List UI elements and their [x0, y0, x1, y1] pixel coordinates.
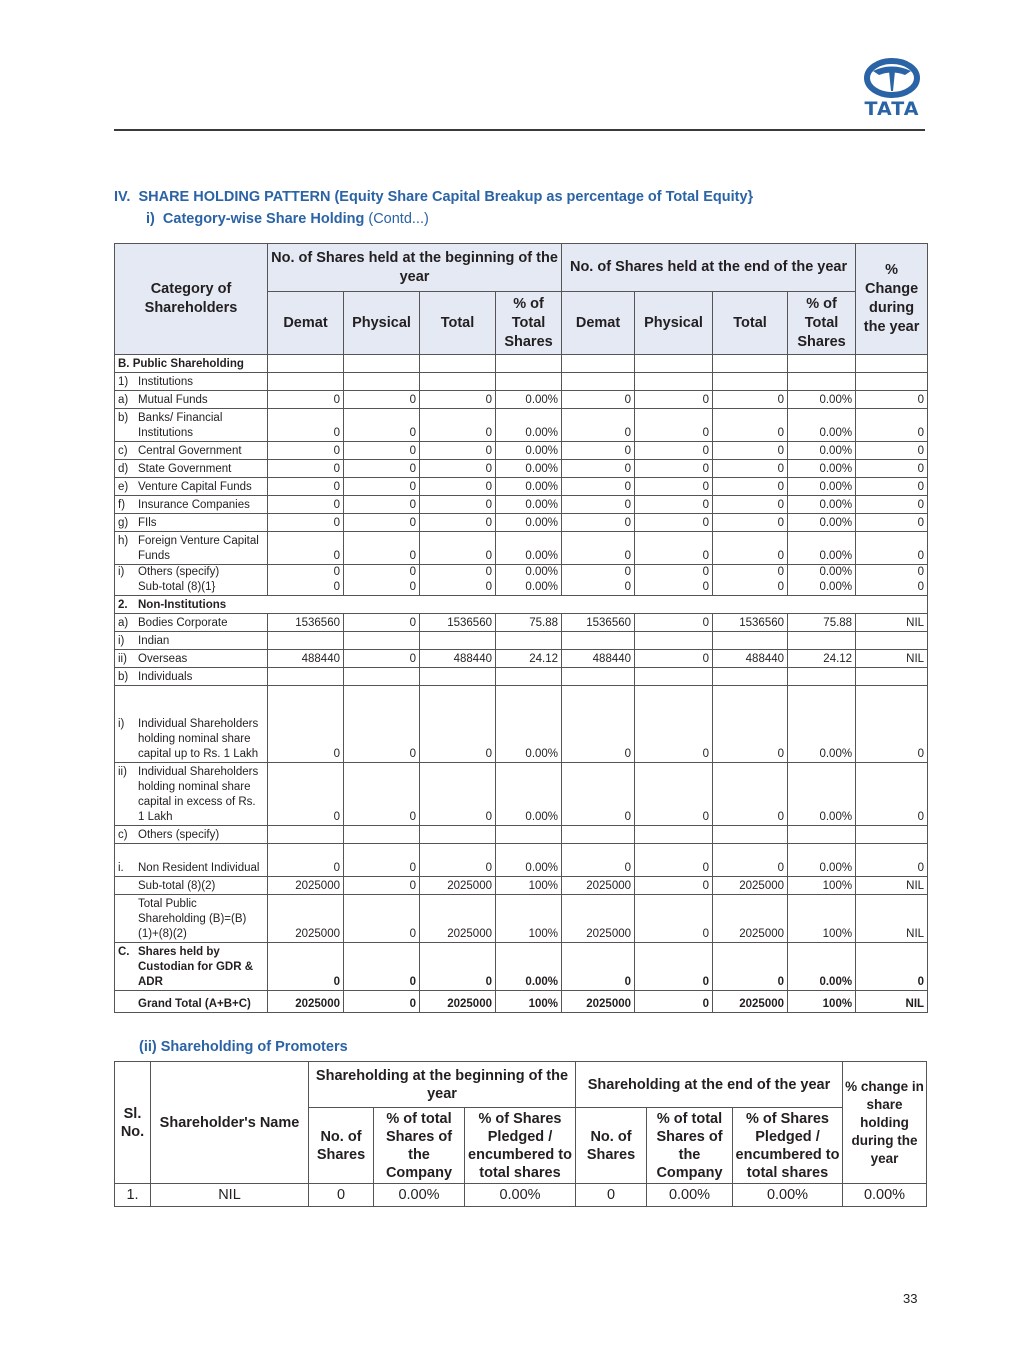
cell: NIL	[856, 650, 928, 668]
cell: 0	[344, 409, 420, 442]
cell	[420, 373, 496, 391]
cell: 0	[635, 514, 713, 532]
header-end-group: Shareholding at the end of the year	[576, 1062, 843, 1108]
cell: 0	[268, 478, 344, 496]
sub-heading-contd: (Contd...)	[364, 211, 429, 227]
cell: 24.12	[788, 650, 856, 668]
cell: 0.00%	[496, 496, 562, 514]
cell: 0	[268, 844, 344, 877]
cell: 0	[562, 391, 635, 409]
cell: 0	[856, 943, 928, 991]
cell: 0	[713, 943, 788, 991]
cell	[856, 373, 928, 391]
table-row	[115, 826, 928, 844]
cell: 0 0	[562, 565, 635, 596]
header-no-of-shares: No. of Shares	[309, 1108, 374, 1184]
cell: 100%	[788, 991, 856, 1013]
cell: 0	[635, 496, 713, 514]
cell: 0	[562, 460, 635, 478]
cell: 0	[635, 763, 713, 826]
cell	[788, 668, 856, 686]
cell	[856, 668, 928, 686]
cell	[496, 826, 562, 844]
cell: 0	[268, 391, 344, 409]
header-begin-group: No. of Shares held at the beginning of the year	[268, 244, 562, 292]
cell: 0	[344, 614, 420, 632]
cell: 0	[635, 614, 713, 632]
cell: 0	[635, 650, 713, 668]
cell: 0 0	[713, 565, 788, 596]
header-change: % change in share holding during the year	[843, 1062, 927, 1184]
cell: 0	[268, 409, 344, 442]
cell: 1536560	[268, 614, 344, 632]
header-pct-total-company: % of total Shares of the Company	[647, 1108, 733, 1184]
table-row	[115, 632, 928, 650]
cell	[856, 826, 928, 844]
cell: 0	[420, 478, 496, 496]
cell: 0 0	[420, 565, 496, 596]
cell: 0	[420, 844, 496, 877]
cell: 0 0	[856, 565, 928, 596]
cell: 0	[635, 409, 713, 442]
table-row-others	[115, 565, 928, 596]
cell: 0	[713, 391, 788, 409]
cell: 0	[635, 877, 713, 895]
cell: 0.00%	[496, 686, 562, 763]
cell	[635, 826, 713, 844]
table-row	[115, 895, 928, 943]
row-label: d) State Government	[115, 460, 268, 478]
cell: 0	[344, 943, 420, 991]
cell: 0	[635, 460, 713, 478]
cell: 0	[562, 514, 635, 532]
cell: 0	[635, 943, 713, 991]
cell-sl-no: 1.	[115, 1184, 151, 1207]
cell: 0.00% 0.00%	[788, 565, 856, 596]
cell	[713, 373, 788, 391]
header-pct-pledged: % of Shares Pledged / encumbered to total shares	[465, 1108, 576, 1184]
cell: 2025000	[562, 877, 635, 895]
cell: 0	[344, 478, 420, 496]
cell: 0	[635, 391, 713, 409]
cell	[713, 668, 788, 686]
cell: 0	[635, 532, 713, 565]
cell: 0	[344, 460, 420, 478]
header-pct-total: % of Total Shares	[496, 292, 562, 355]
header-begin-group: Shareholding at the beginning of the year	[309, 1062, 576, 1108]
cell: 0	[713, 409, 788, 442]
cell-name: NIL	[151, 1184, 309, 1207]
header-no-of-shares: No. of Shares	[576, 1108, 647, 1184]
cell: 2025000	[713, 877, 788, 895]
cell	[562, 632, 635, 650]
cell: NIL	[856, 877, 928, 895]
cell: 0	[562, 442, 635, 460]
cell: 0	[268, 943, 344, 991]
promoters-shareholding-table	[114, 1061, 927, 1207]
cell: 0	[268, 532, 344, 565]
cell: 1536560	[562, 614, 635, 632]
cell: 0.00%	[496, 409, 562, 442]
cell: 0.00%	[843, 1184, 927, 1207]
cell: 0.00%	[496, 442, 562, 460]
row-label: 1) Institutions	[115, 373, 268, 391]
cell: 2025000	[268, 877, 344, 895]
row-label: b) Banks/ Financial Institutions	[115, 409, 268, 442]
cell: 0	[856, 496, 928, 514]
cell: 0	[562, 763, 635, 826]
cell: 0	[562, 943, 635, 991]
cell: 0.00%	[788, 391, 856, 409]
cell: 2025000	[268, 991, 344, 1013]
cell: 0	[344, 763, 420, 826]
cell: NIL	[856, 614, 928, 632]
cell: 0 0	[344, 565, 420, 596]
section-heading: IV. SHARE HOLDING PATTERN (Equity Share Capital Breakup as percentage of Total Equity}	[114, 189, 754, 205]
cell: 0.00%	[788, 478, 856, 496]
cell: 0	[420, 391, 496, 409]
cell: 0	[856, 409, 928, 442]
cell: 0	[420, 460, 496, 478]
header-total: Total	[420, 292, 496, 355]
table-row	[115, 442, 928, 460]
table-row	[115, 532, 928, 565]
cell: 75.88	[788, 614, 856, 632]
table-row	[115, 460, 928, 478]
cell	[420, 668, 496, 686]
cell: 0	[344, 991, 420, 1013]
cell: 0	[635, 442, 713, 460]
category-shareholding-table	[114, 243, 928, 1013]
cell: 0	[856, 532, 928, 565]
table-row	[115, 650, 928, 668]
cell: 0.00% 0.00%	[496, 565, 562, 596]
cell: 0	[562, 409, 635, 442]
cell	[788, 373, 856, 391]
cell: 0.00%	[788, 409, 856, 442]
table-row	[115, 496, 928, 514]
cell: 0.00%	[647, 1184, 733, 1207]
header-physical: Physical	[344, 292, 420, 355]
cell: 0	[268, 514, 344, 532]
cell	[268, 826, 344, 844]
cell: 0	[420, 686, 496, 763]
row-label: c) Others (specify)	[115, 826, 268, 844]
row-label: ii) Overseas	[115, 650, 268, 668]
cell: 488440	[562, 650, 635, 668]
row-label: Sub-total (8)(2)	[115, 877, 268, 895]
cell	[562, 373, 635, 391]
cell: 0	[576, 1184, 647, 1207]
cell: 0	[635, 991, 713, 1013]
cell: 0	[856, 460, 928, 478]
cell: 0.00%	[788, 442, 856, 460]
header-rule	[114, 129, 925, 131]
cell: 0.00%	[496, 478, 562, 496]
cell: 0.00%	[496, 514, 562, 532]
cell: 2025000	[713, 991, 788, 1013]
table-row	[115, 478, 928, 496]
cell	[268, 373, 344, 391]
cell: 488440	[713, 650, 788, 668]
cell: 0	[344, 844, 420, 877]
table-row	[115, 514, 928, 532]
cell	[788, 826, 856, 844]
cell: 24.12	[496, 650, 562, 668]
cell: 0.00%	[465, 1184, 576, 1207]
cell: 0	[713, 763, 788, 826]
cell: 0.00%	[788, 763, 856, 826]
cell: 0	[344, 532, 420, 565]
cell	[562, 668, 635, 686]
cell: 0	[268, 460, 344, 478]
cell: 0	[344, 686, 420, 763]
row-label: a) Mutual Funds	[115, 391, 268, 409]
table-row	[115, 686, 928, 763]
cell: 2025000	[420, 991, 496, 1013]
cell: 0.00%	[733, 1184, 843, 1207]
cell: 0.00%	[496, 943, 562, 991]
cell: 0	[635, 844, 713, 877]
cell: 1536560	[420, 614, 496, 632]
table-row	[115, 877, 928, 895]
cell: 1536560	[713, 614, 788, 632]
cell: 0	[562, 496, 635, 514]
table-row	[115, 763, 928, 826]
cell: 0	[856, 844, 928, 877]
cell: 0	[635, 686, 713, 763]
cell: 100%	[788, 877, 856, 895]
cell: 0	[635, 895, 713, 943]
cell: 0	[856, 442, 928, 460]
cell: 0	[713, 686, 788, 763]
cell: 0.00%	[788, 460, 856, 478]
cell	[635, 373, 713, 391]
cell: 0	[344, 496, 420, 514]
row-label: Grand Total (A+B+C)	[115, 991, 268, 1013]
cell: 0	[268, 763, 344, 826]
table-row	[115, 614, 928, 632]
cell: 0.00%	[788, 943, 856, 991]
cell: 0	[713, 442, 788, 460]
cell: 0	[344, 391, 420, 409]
cell: 0.00%	[496, 532, 562, 565]
cell: 0	[635, 478, 713, 496]
section-public-shareholding: B. Public Shareholding	[115, 355, 268, 373]
cell: 0	[420, 763, 496, 826]
table-row	[115, 668, 928, 686]
header-pct-total-company: % of total Shares of the Company	[374, 1108, 465, 1184]
table-row	[115, 943, 928, 991]
row-label: h) Foreign Venture Capital Funds	[115, 532, 268, 565]
cell: 2025000	[420, 877, 496, 895]
cell: 0	[420, 442, 496, 460]
header-sl-no: Sl. No.	[115, 1062, 151, 1184]
cell: 0	[562, 478, 635, 496]
cell: 0 0	[635, 565, 713, 596]
cell	[344, 632, 420, 650]
cell	[420, 826, 496, 844]
cell: 100%	[496, 895, 562, 943]
header-physical: Physical	[635, 292, 713, 355]
table-row	[115, 844, 928, 877]
cell: 0	[713, 532, 788, 565]
cell: 488440	[420, 650, 496, 668]
row-label: g) FIls	[115, 514, 268, 532]
cell: 2025000	[268, 895, 344, 943]
row-label: i) Indian	[115, 632, 268, 650]
header-pct-pledged: % of Shares Pledged / encumbered to total shares	[733, 1108, 843, 1184]
cell: 0	[420, 409, 496, 442]
cell: 0	[420, 943, 496, 991]
cell: 0	[713, 478, 788, 496]
cell: 0.00%	[788, 532, 856, 565]
cell: 0	[562, 532, 635, 565]
cell	[635, 632, 713, 650]
row-label: ii) Individual Shareholders holding nominal share capital in excess of Rs. 1 Lakh	[115, 763, 268, 826]
cell: NIL	[856, 991, 928, 1013]
cell: 0	[420, 496, 496, 514]
cell: 0	[344, 442, 420, 460]
cell: 0.00%	[496, 460, 562, 478]
cell: 100%	[496, 991, 562, 1013]
cell: 0	[344, 514, 420, 532]
cell: 0	[268, 496, 344, 514]
table-row	[115, 1184, 927, 1207]
row-label: Total Public Shareholding (B)=(B)(1)+(8)(2)	[115, 895, 268, 943]
header-total: Total	[713, 292, 788, 355]
cell	[496, 668, 562, 686]
cell: 2025000	[562, 895, 635, 943]
cell: 2025000	[713, 895, 788, 943]
cell: 100%	[788, 895, 856, 943]
cell: 0.00%	[788, 844, 856, 877]
page-number: 33	[903, 1291, 918, 1306]
cell: 0	[562, 844, 635, 877]
cell	[344, 668, 420, 686]
cell: 0	[420, 514, 496, 532]
row-label: i) Individual Shareholders holding nominal share capital up to Rs. 1 Lakh	[115, 686, 268, 763]
cell	[635, 668, 713, 686]
section-non-institutions: 2. Non-Institutions	[115, 596, 928, 614]
cell: 0	[856, 391, 928, 409]
cell: 0 0	[268, 565, 344, 596]
cell	[856, 632, 928, 650]
sub-heading	[146, 211, 429, 227]
cell: NIL	[856, 895, 928, 943]
cell: 0	[713, 514, 788, 532]
cell: 0	[344, 895, 420, 943]
cell: 0.00%	[788, 514, 856, 532]
cell: 0.00%	[496, 844, 562, 877]
cell: 0.00%	[496, 763, 562, 826]
row-label: b) Individuals	[115, 668, 268, 686]
cell	[713, 826, 788, 844]
header-pct-total: % of Total Shares	[788, 292, 856, 355]
header-end-group: No. of Shares held at the end of the year	[562, 244, 856, 292]
cell: 0	[713, 460, 788, 478]
cell	[713, 632, 788, 650]
cell: 0	[420, 532, 496, 565]
promoters-heading: (ii) Shareholding of Promoters	[139, 1039, 348, 1055]
header-demat: Demat	[268, 292, 344, 355]
row-label: C. Shares held by Custodian for GDR & ADR	[115, 943, 268, 991]
row-label: a) Bodies Corporate	[115, 614, 268, 632]
table-row	[115, 373, 928, 391]
cell: 0	[344, 650, 420, 668]
cell: 2025000	[420, 895, 496, 943]
header-demat: Demat	[562, 292, 635, 355]
cell	[344, 826, 420, 844]
cell	[788, 632, 856, 650]
cell	[496, 632, 562, 650]
cell	[496, 373, 562, 391]
cell: 0.00%	[374, 1184, 465, 1207]
header-change: % Change during the year	[856, 244, 928, 355]
cell: 0	[713, 496, 788, 514]
row-label: e) Venture Capital Funds	[115, 478, 268, 496]
cell	[344, 373, 420, 391]
cell: 2025000	[562, 991, 635, 1013]
cell: 0	[344, 877, 420, 895]
header-shareholder-name: Shareholder's Name	[151, 1062, 309, 1184]
cell	[268, 632, 344, 650]
row-label: c) Central Government	[115, 442, 268, 460]
tata-logo-text: TATA	[864, 98, 920, 120]
sub-heading-bold: i) Category-wise Share Holding	[146, 211, 365, 227]
cell: 0.00%	[788, 496, 856, 514]
cell: 0	[268, 686, 344, 763]
cell: 0	[562, 686, 635, 763]
cell: 0	[713, 844, 788, 877]
cell: 0	[268, 442, 344, 460]
cell: 0	[856, 763, 928, 826]
cell: 0	[309, 1184, 374, 1207]
row-label: i) Others (specify) Sub-total (8)(1}	[115, 565, 268, 596]
cell: 100%	[496, 877, 562, 895]
cell	[562, 826, 635, 844]
table-row	[115, 391, 928, 409]
cell	[420, 632, 496, 650]
cell: 0	[856, 686, 928, 763]
row-label: f) Insurance Companies	[115, 496, 268, 514]
cell: 0	[856, 478, 928, 496]
cell: 0.00%	[496, 391, 562, 409]
cell: 75.88	[496, 614, 562, 632]
table-row	[115, 409, 928, 442]
table-row	[115, 991, 928, 1013]
cell: 488440	[268, 650, 344, 668]
cell	[268, 668, 344, 686]
cell: 0.00%	[788, 686, 856, 763]
cell: 0	[856, 514, 928, 532]
row-label: i. Non Resident Individual	[115, 844, 268, 877]
header-category: Category of Shareholders	[115, 244, 268, 355]
